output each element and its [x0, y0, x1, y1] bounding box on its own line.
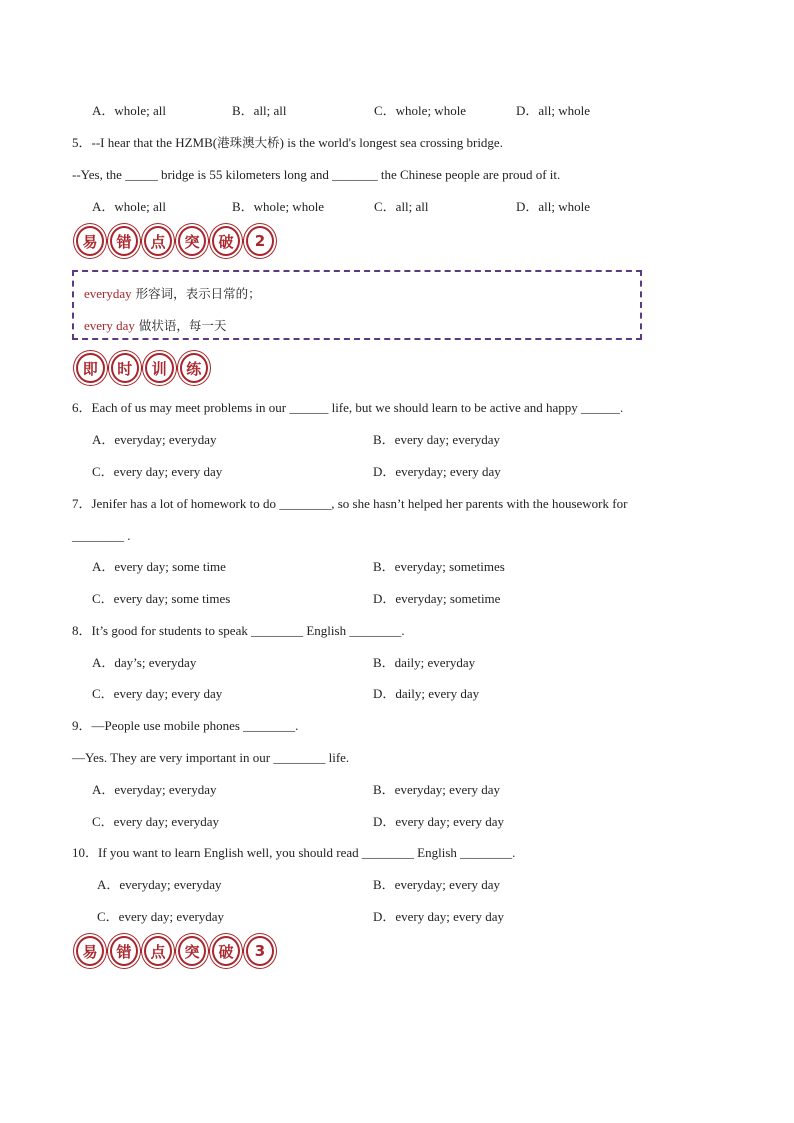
note-line-everyday: [84, 286, 261, 302]
q7-line1: 7．Jenifer has a lot of homework to do ________, so she hasn’t helped her parents with the housework for: [72, 496, 628, 511]
note-box: [72, 270, 642, 340]
q4-option-d: D．all; whole: [516, 103, 591, 118]
q7-line2: ________ .: [72, 528, 131, 543]
note-term: everyday: [84, 286, 132, 301]
q5-option-d: D．all; whole: [516, 199, 591, 214]
q5-line1-cn: 港珠澳大桥: [217, 135, 280, 150]
q8-option-a: A．day’s; everyday: [92, 655, 197, 670]
q7-option-c: C．every day; some times: [92, 591, 231, 606]
badge-char: 时: [111, 353, 140, 383]
q9-line2: —Yes. They are very important in our ________ life.: [72, 750, 350, 765]
badge-char: 训: [145, 353, 174, 383]
q4-option-a: A．whole; all: [92, 103, 167, 118]
badge-char: 突: [178, 226, 206, 256]
badge-char: 破: [212, 226, 240, 256]
q10-option-b: B．everyday; every day: [373, 877, 501, 892]
q9-line1: 9．—People use mobile phones ________.: [72, 718, 299, 733]
q6-option-d: D．everyday; every day: [373, 464, 501, 479]
q5-option-a: A．whole; all: [92, 199, 167, 214]
q10-option-d: D．every day; every day: [373, 909, 505, 924]
q5-line2: --Yes, the _____ bridge is 55 kilometers long and _______ the Chinese people are proud of it.: [72, 167, 561, 182]
note-text: 做状语，每一天: [134, 318, 227, 333]
q5-option-b: B．whole; whole: [232, 199, 325, 214]
q5-line1: [72, 135, 503, 151]
q7-option-a: A．every day; some time: [92, 559, 226, 574]
q9-option-d: D．every day; every day: [373, 814, 505, 829]
note-term: every day: [84, 318, 135, 333]
q10-option-c: C．every day; everyday: [97, 909, 225, 924]
q5-option-c: C．all; all: [374, 199, 429, 214]
q8-option-b: B．daily; everyday: [373, 655, 476, 670]
q4-option-b: B．all; all: [232, 103, 287, 118]
badge-char: 错: [110, 226, 138, 256]
badge-char: 练: [180, 353, 209, 383]
badge-char: 突: [178, 936, 206, 966]
q5-line1-post: ) is the world's longest sea crossing bridge.: [279, 135, 503, 150]
q6-option-a: A．everyday; everyday: [92, 432, 217, 447]
badge-char: 易: [76, 226, 104, 256]
badge-practice: [76, 351, 214, 385]
badge-char: 易: [76, 936, 104, 966]
q7-option-b: B．everyday; sometimes: [373, 559, 505, 574]
q4-option-c: C．whole; whole: [374, 103, 467, 118]
q9-option-c: C．every day; everyday: [92, 814, 220, 829]
q6-option-c: C．every day; every day: [92, 464, 223, 479]
q8-option-d: D．daily; every day: [373, 686, 480, 701]
badge-char: 错: [110, 936, 138, 966]
q9-option-b: B．everyday; every day: [373, 782, 501, 797]
q5-line1-pre: 5．--I hear that the HZMB(: [72, 135, 218, 150]
q8-option-c: C．every day; every day: [92, 686, 223, 701]
q6-option-b: B．every day; everyday: [373, 432, 501, 447]
badge-char: 即: [76, 353, 105, 383]
badge-error-point-3: [76, 934, 280, 968]
q7-option-d: D．everyday; sometime: [373, 591, 501, 606]
q8-text: 8．It’s good for students to speak ________ English ________.: [72, 623, 405, 638]
badge-char: 3: [246, 936, 274, 966]
q10-text: 10．If you want to learn English well, you should read ________ English ________.: [72, 845, 516, 860]
badge-char: 破: [212, 936, 240, 966]
q10-option-a: A．everyday; everyday: [97, 877, 222, 892]
badge-error-point-2: [76, 224, 280, 258]
q6-text: 6．Each of us may meet problems in our ______ life, but we should learn to be active and happy ______.: [72, 400, 624, 415]
badge-char: 点: [144, 226, 172, 256]
badge-char: 2: [246, 226, 274, 256]
badge-char: 点: [144, 936, 172, 966]
q9-option-a: A．everyday; everyday: [92, 782, 217, 797]
note-text: 形容词，表示日常的；: [131, 286, 261, 301]
note-line-every-day: [84, 318, 226, 334]
